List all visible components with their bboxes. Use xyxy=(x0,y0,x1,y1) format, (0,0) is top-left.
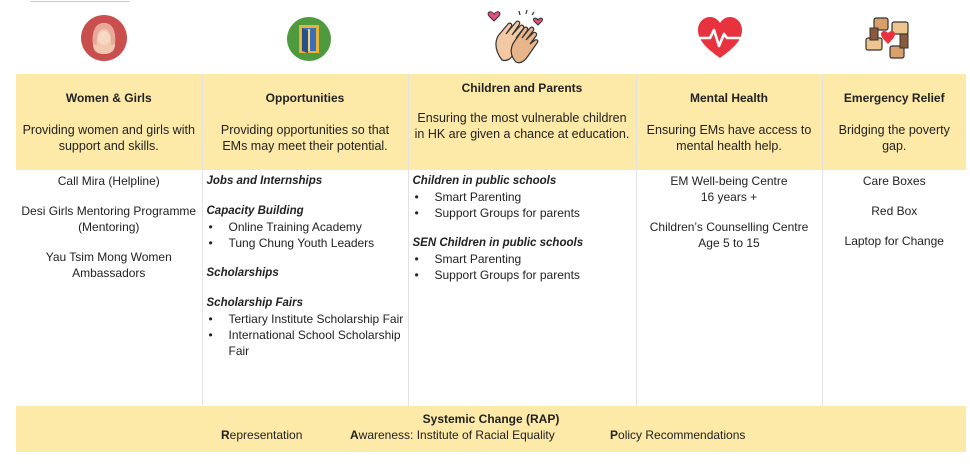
header-women-girls xyxy=(16,74,202,170)
header-children-parents xyxy=(408,74,636,170)
list-item: Yau Tsim Mong Women Ambassadors xyxy=(45,250,172,280)
list-item: Call Mira (Helpline) xyxy=(57,174,160,188)
column-title: Mental Health xyxy=(689,91,768,105)
column-title: Women & Girls xyxy=(65,91,152,105)
column-description: Providing women and girls with support and skills. xyxy=(22,123,195,153)
header-opportunities xyxy=(202,74,408,170)
column-title: Emergency Relief xyxy=(843,91,945,105)
list-item: EM Well-being Centre xyxy=(670,174,788,188)
top-rule xyxy=(30,0,130,6)
clapping-hands-icon xyxy=(486,6,548,68)
open-door-icon xyxy=(286,16,332,62)
list-item: • Online Training Academy xyxy=(207,219,404,235)
footer-rap-row xyxy=(16,428,966,446)
opportunities-programmes xyxy=(202,170,408,406)
rap-representation: Representation xyxy=(221,428,303,442)
list-item: 16 years + xyxy=(700,190,758,204)
systemic-change-footer xyxy=(16,406,966,452)
emergency-relief-programmes xyxy=(822,170,966,406)
header-mental-health xyxy=(636,74,822,170)
list-item: Age 5 to 15 xyxy=(698,236,760,250)
programme-table xyxy=(16,74,966,406)
section-heading: Capacity Building xyxy=(206,205,304,217)
list-item: Red Box xyxy=(871,204,918,218)
section-heading: SEN Children in public schools xyxy=(412,237,584,249)
list-item: • Smart Parenting xyxy=(413,189,632,205)
section-heading: Jobs and Internships xyxy=(206,175,323,187)
women-girls-programmes xyxy=(16,170,202,406)
header-row xyxy=(16,74,966,170)
heartbeat-icon xyxy=(696,16,744,60)
column-description: Ensuring EMs have access to mental health help. xyxy=(646,123,812,153)
list-item: Desi Girls Mentoring Programme (Mentoring) xyxy=(21,204,197,234)
woman-hijab-icon xyxy=(80,14,128,62)
list-item: • International School Scholarship Fair xyxy=(207,327,404,359)
section-heading: Children in public schools xyxy=(412,175,557,187)
column-title: Children and Parents xyxy=(461,81,583,95)
section-heading: Scholarships xyxy=(206,267,279,279)
column-title: Opportunities xyxy=(265,91,345,105)
list-item: Care Boxes xyxy=(862,174,926,188)
list-item: • Tung Chung Youth Leaders xyxy=(207,235,404,251)
section-heading: Scholarship Fairs xyxy=(206,297,304,309)
list-item: • Tertiary Institute Scholarship Fair xyxy=(207,311,404,327)
list-item: Laptop for Change xyxy=(844,234,944,248)
helping-hands-icon xyxy=(862,14,914,64)
list-item: • Support Groups for parents xyxy=(413,267,632,283)
column-description: Bridging the poverty gap. xyxy=(838,123,950,153)
list-item: • Smart Parenting xyxy=(413,251,632,267)
footer-title: Systemic Change (RAP) xyxy=(422,412,560,426)
column-description: Providing opportunities so that EMs may meet their potential. xyxy=(220,123,390,153)
rap-policy: Policy Recommendations xyxy=(610,428,746,442)
list-item: • Support Groups for parents xyxy=(413,205,632,221)
rap-awareness: Awareness: Institute of Racial Equality xyxy=(350,428,555,442)
column-description: Ensuring the most vulnerable children in HK are given a chance at education. xyxy=(414,111,630,141)
list-item: Children’s Counselling Centre xyxy=(649,220,809,234)
header-emergency-relief xyxy=(822,74,966,170)
mental-health-programmes xyxy=(636,170,822,406)
children-parents-programmes xyxy=(408,170,636,406)
body-row xyxy=(16,170,966,406)
